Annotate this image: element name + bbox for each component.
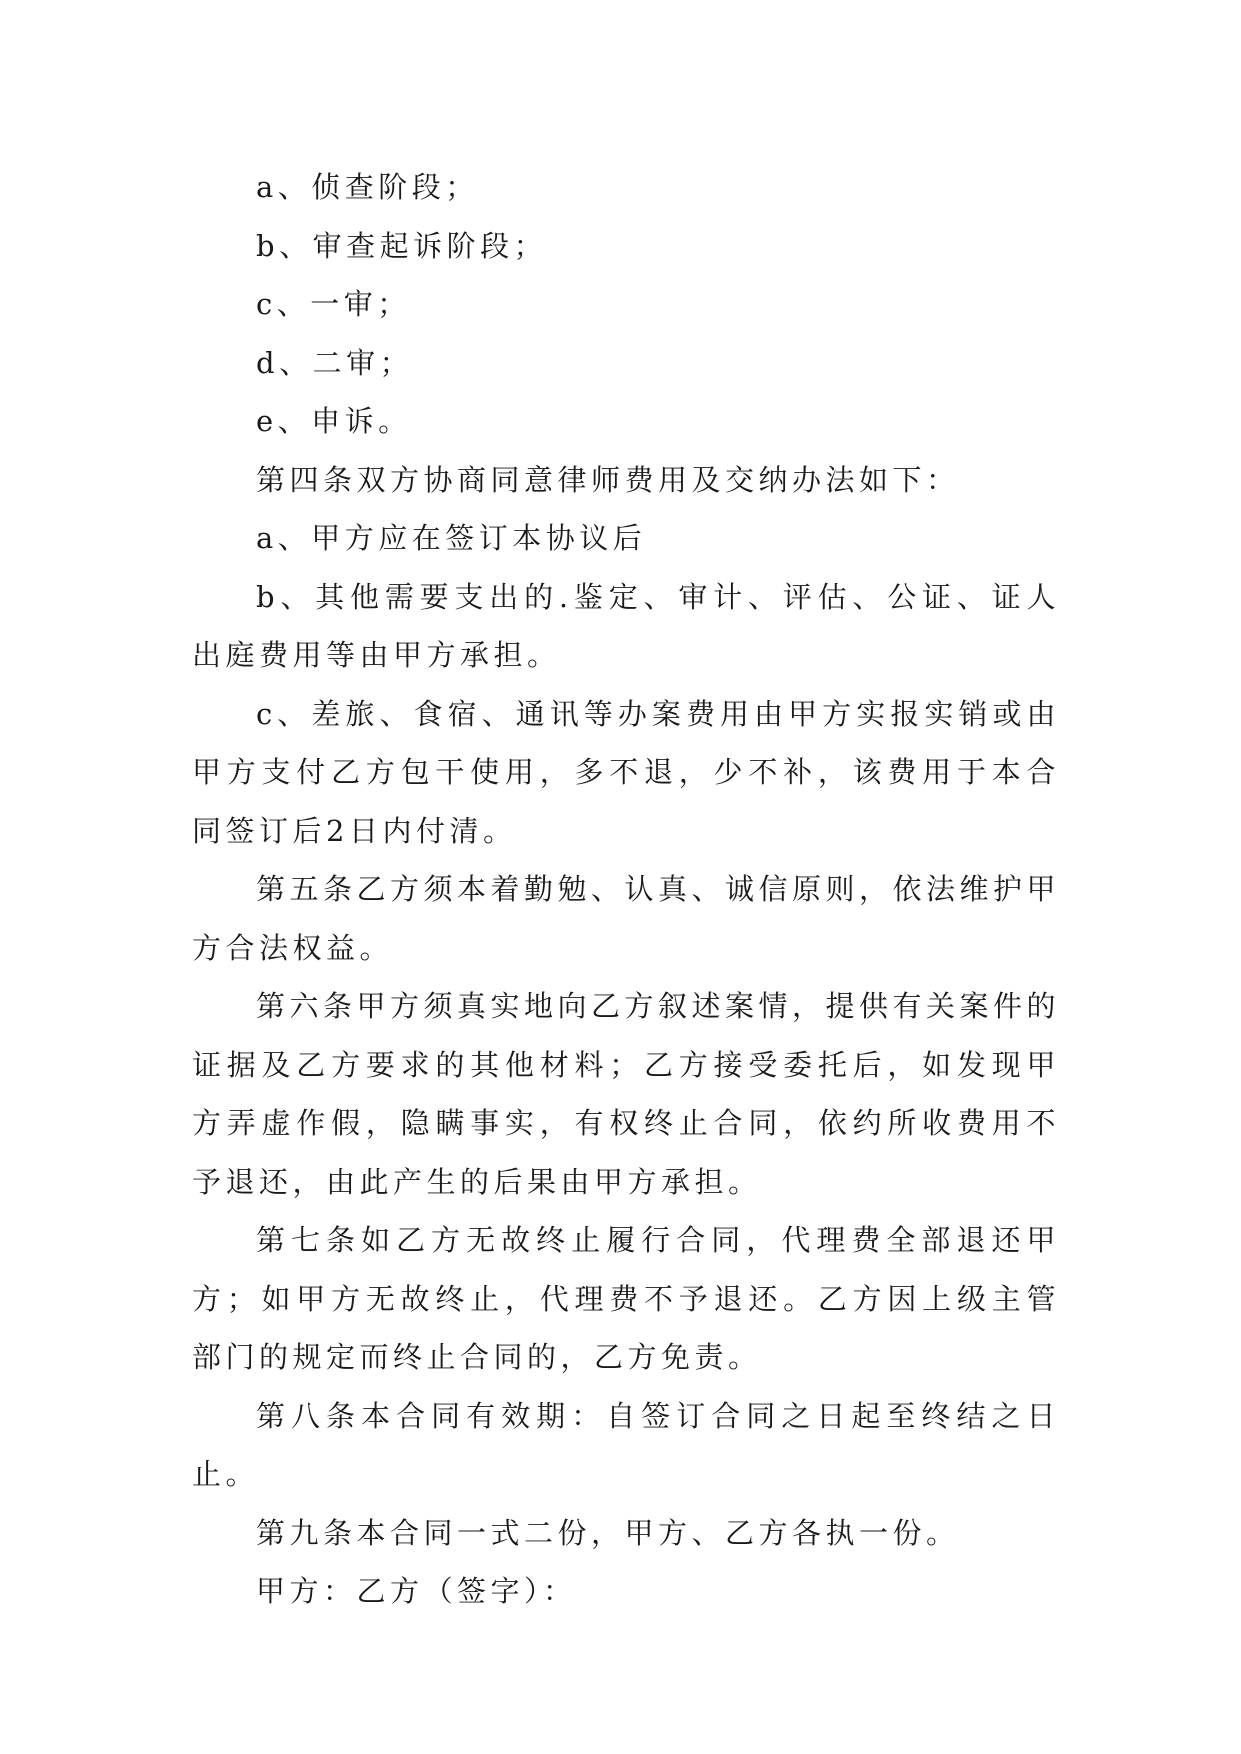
article-4: 第四条双方协商同意律师费用及交纳办法如下：	[256, 462, 960, 497]
list-item-first-instance: c、一审；	[256, 287, 411, 321]
article-8: 第八条本合同有效期：自签订合同之日起至终结之日止。	[192, 1398, 1060, 1491]
article-4-item-c: c、差旅、食宿、通讯等办案费用由甲方实报实销或由甲方支付乙方包干使用，多不退，少不补，该费用于本合同签订后2日内付清。	[192, 696, 1060, 848]
article-4-item-b: b、其他需要支出的.鉴定、审计、评估、公证、证人出庭费用等由甲方承担。	[192, 579, 1060, 672]
article-7: 第七条如乙方无故终止履行合同，代理费全部退还甲方；如甲方无故终止，代理费不予退还。乙方因上级主管部门的规定而终止合同的，乙方免责。	[192, 1223, 1060, 1374]
article-9: 第九条本合同一式二份，甲方、乙方各执一份。	[256, 1515, 960, 1550]
article-5: 第五条乙方须本着勤勉、认真、诚信原则，依法维护甲方合法权益。	[192, 872, 1061, 965]
signature-line: 甲方：乙方（签字）：	[256, 1574, 577, 1608]
document-body	[192, 158, 1060, 1621]
list-item-appeal: e、申诉。	[256, 404, 412, 438]
list-item-investigation: a、侦查阶段；	[256, 170, 479, 204]
article-6: 第六条甲方须真实地向乙方叙述案情，提供有关案件的证据及乙方要求的其他材料；乙方接受委托后，如发现甲方弄虚作假，隐瞒事实，有权终止合同，依约所收费用不予退还，由此产生的后果由甲方承担。	[192, 989, 1061, 1199]
list-item-second-instance: d、二审；	[256, 345, 414, 380]
list-item-prosecution-review: b、审查起诉阶段；	[256, 228, 548, 263]
article-4-item-a: a、甲方应在签订本协议后	[256, 521, 647, 555]
